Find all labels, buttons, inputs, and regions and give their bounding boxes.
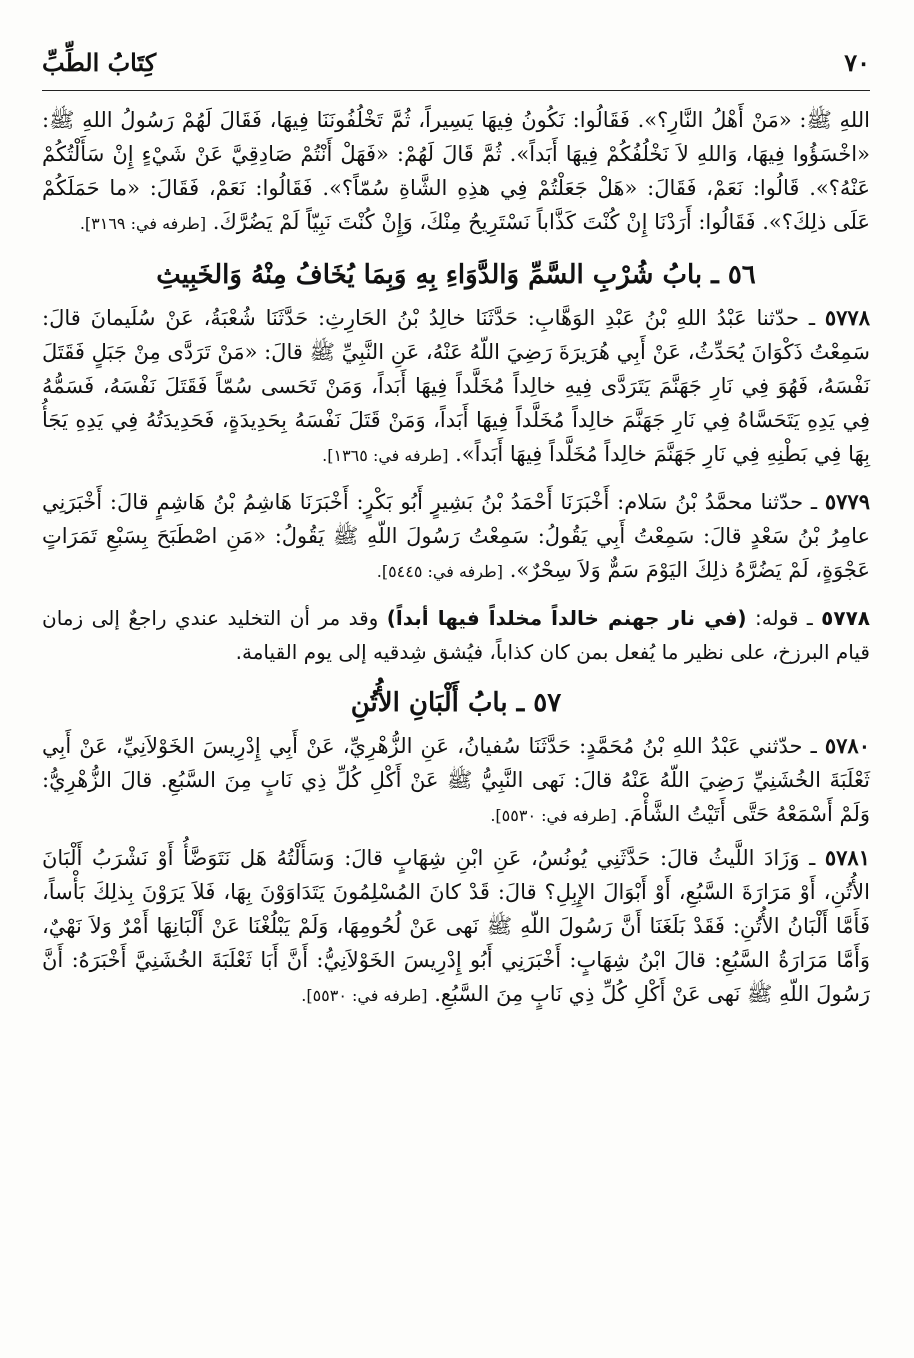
chapter-heading-57: ٥٧ ـ بابُ أَلْبَانِ الأُتُنِ [350, 688, 562, 718]
commentary-text: وقد مر أن التخليد عندي راجعٌ إلى زمان قيام البرزخ، على نظير ما يُفعل بمن كان كذاباً، فيُشق شِدقيه إلى يوم القيامة. [42, 606, 870, 664]
book-page [42, 48, 870, 1338]
commentary-number: ٥٧٧٨ [821, 606, 870, 630]
hadith-number: ٥٧٨١ [824, 845, 870, 870]
spacer [42, 833, 870, 841]
commentary-lead: ـ قوله: [746, 606, 822, 630]
hadith-5778 [42, 301, 870, 473]
book-title: كِتَابُ الطِّبِّ [42, 48, 157, 77]
hadith-text: ـ حدّثنا عَبْدُ اللهِ بْنُ عَبْدِ الوَهَّابِ: حَدَّثَنَا خالِدُ بْنُ الحَارِثِ: حَدَّثَنَا شُعْبَةُ، عَنْ سُلَيمانَ قالَ: سَمِعْتُ ذَكْوَانَ يُحَدِّثُ، عَنْ أَبِي هُرَيرَةَ رَضِيَ اللّهُ عَنْهُ، عَنِ النَّبِيِّ ﷺ قالَ: «مَنْ تَرَدَّى مِنْ جَبَلٍ فَقَتَلَ نَفْسَهُ، فَهُوَ فِي نَارِ جَهَنَّمَ يَتَرَدَّى فِيهِ خالِداً مُخَلَّداً فِيهَا أَبَداً، وَمَنْ تَحَسى سُمّاً فَقَتَلَ نَفْسَهُ، فَسَمُّهُ فِي يَدِهِ يَتَحَسَّاهُ فِي نَارِ جَهَنَّمَ خالِداً مُخَلَّداً فِيهَا أَبَداً، وَمَنْ قَتَلَ نَفْسَهُ بِحَدِيدَةٍ، فَحَدِيدَتُهُ فِي يَدِهِ يَجَأُ بِهَا فِي بَطْنِهِ فِي نَارِ جَهَنَّمَ خالِداً مُخَلَّداً فِيهَا أَبَداً». [42, 306, 870, 466]
hadith-continuation [42, 103, 870, 241]
tarfah-reference: [طرفه في: ٥٤٤٥]. [376, 562, 504, 581]
hadith-5779 [42, 485, 870, 589]
header-rule [42, 90, 870, 91]
page-number: ٧٠ [844, 48, 870, 77]
hadith-text: ـ حدّثنا محمَّدُ بْنُ سَلام: أَخْبَرَنَا أَحْمَدُ بْنُ بَشِيرٍ أَبُو بَكْرٍ: أَخْبَرَنَا هَاشِمُ بْنُ هَاشِمٍ قالَ: أَخْبَرَنِي عامِرُ بْنُ سَعْدٍ قالَ: سَمِعْتُ أَبِي يَقُولُ: سَمِعْتُ رَسُولَ اللّهِ ﷺ يَقُولُ: «مَنِ اصْطَبَحَ بِسَبْعِ تَمَرَاتٍ عَجْوَةٍ، لَمْ يَضُرَّهُ ذلِكَ اليَوْمَ سَمٌّ وَلاَ سِحْرٌ». [42, 490, 870, 582]
hadith-5780 [42, 729, 870, 833]
chapter-heading-56: ٥٦ ـ بابُ شُرْبِ السَّمِّ وَالدَّوَاءِ بِهِ وَبِمَا يُخَافُ مِنْهُ وَالخَبِيثِ [156, 260, 756, 290]
hadith-number: ٥٧٧٩ [824, 489, 870, 514]
spacer [42, 473, 870, 485]
commentary-quote: (في نار جهنم خالداً مخلداً فيها أبداً) [386, 606, 747, 630]
tarfah-reference: [طرفه في: ١٣٦٥]. [322, 446, 449, 465]
hadith-text: ـ حدّثني عَبْدُ اللهِ بْنُ مُحَمَّدٍ: حَدَّثَنَا سُفيانُ، عَنِ الزُّهْرِيِّ، عَنْ أَبِي إِدْرِيسَ الخَوْلاَنِيِّ، عَنْ أَبِي ثَعْلَبَةَ الخُشَنِيِّ رَضِيَ اللّهُ عَنْهُ قالَ: نَهى النَّبِيُّ ﷺ عَنْ أَكْلِ كُلِّ ذِي نَابٍ مِنَ السَّبُعِ. قالَ الزُّهْرِيُّ: وَلَمْ أَسْمَعْهُ حَتَّى أَتَيْتُ الشَّأْمَ. [42, 734, 870, 826]
hadith-continuation-text: اللهِ ﷺ: «مَنْ أَهْلُ النَّارِ؟». فَقَالُوا: نَكُونُ فِيهَا يَسِيراً، ثُمَّ تَخْلُفُونَنَا فِيهَا، فَقَالَ لَهُمْ رَسُولُ اللهِ ﷺ: «اخْسَؤُوا فِيهَا، وَاللهِ لاَ نَخْلُفُكُمْ فِيهَا أَبَداً». ثُمَّ قَالَ لَهُمْ: «فَهَلْ أَنْتُمْ صَادِقِيَّ عَنْ شَيْءٍ إِنْ سَأَلْتُكُمْ عَنْهُ؟». قَالُوا: نَعَمْ، فَقَالَ: «هَلْ جَعَلْتُمْ فِي هذِهِ الشَّاةِ سُمّاً؟». فَقَالُوا: نَعَمْ، فَقَالَ: «ما حَمَلَكُمْ عَلَى ذلِكَ؟». فَقَالُوا: أَرَدْنَا إِنْ كُنْتَ كَذَّاباً نَسْتَرِيحُ مِنْكَ، وَإِنْ كُنْتَ نَبِيّاً لَمْ يَضُرَّكَ. [42, 108, 870, 234]
hadith-number: ٥٧٨٠ [824, 733, 870, 758]
hadith-text: ـ وَزَادَ اللَّيثُ قالَ: حَدَّثَنِي يُونُسُ، عَنِ ابْنِ شِهَابٍ قالَ: وَسَأَلْتُهُ هَل نَتَوَضَّأُ أَوْ نَشْرَبُ أَلْبَانَ الأُتُنِ، أَوْ مَرَارَةَ السَّبُعِ، أَوْ أَبْوَالَ الإِبِلِ؟ قالَ: قَدْ كانَ المُسْلِمُونَ يَتَدَاوَوْنَ بِهَا، فَلاَ يَرَوْنَ بِذلِكَ بَأْساً، فَأَمَّا أَلْبَانُ الأُتُنِ: فَقَدْ بَلَغَنَا أَنَّ رَسُولَ اللّهِ ﷺ نَهى عَنْ لُحُومِهَا، وَلَمْ يَبْلُغْنَا عَنْ أَلْبَانِهَا أَمْرٌ وَلاَ نَهْيٌ، وَأَمَّا مَرَارَةُ السَّبُعِ: قالَ ابْنُ شِهَابٍ: أَخْبَرَنِي أَبُو إِدْرِيسَ الخَوْلاَنِيُّ: أَنَّ أَبَا ثَعْلَبَةَ الخُشَنِيَّ أَخْبَرَهُ: أَنَّ رَسُولَ اللّهِ ﷺ نَهى عَنْ أَكْلِ كُلِّ ذِي نَابٍ مِنَ السَّبُعِ. [42, 846, 870, 1006]
running-head [42, 48, 870, 88]
hadith-number: ٥٧٧٨ [824, 305, 870, 330]
tarfah-reference: [طرفه في: ٥٥٣٠]. [490, 806, 617, 825]
commentary-5778 [42, 601, 870, 669]
tarfah-reference: [طرفه في: ٣١٦٩]. [79, 214, 207, 233]
hadith-5781 [42, 841, 870, 1013]
tarfah-reference: [طرفه في: ٥٥٣٠]. [301, 986, 428, 1005]
spacer [42, 589, 870, 601]
